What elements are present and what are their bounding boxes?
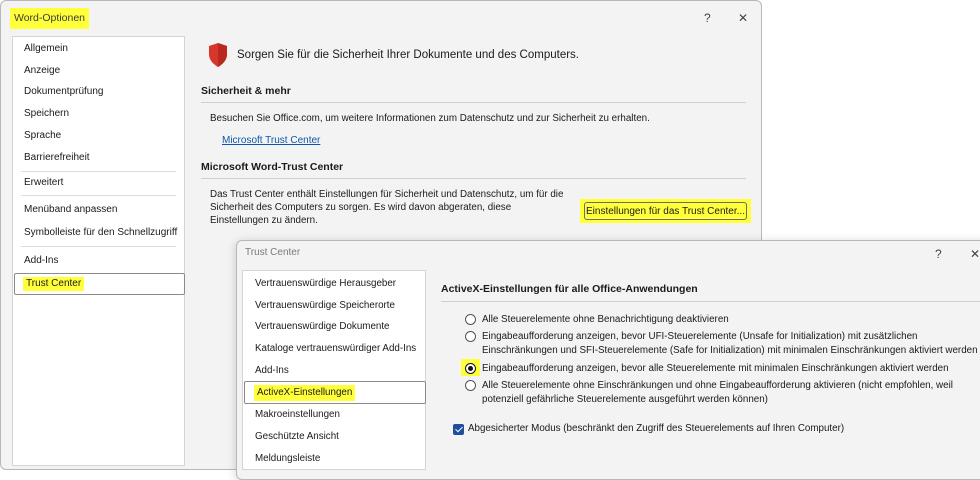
sidebar-item-label: Dokumentprüfung — [24, 86, 104, 97]
sidebar-item-label: Vertrauenswürdige Speicherorte — [255, 300, 395, 311]
radio-label-line: Eingabeaufforderung anzeigen, bevor UFI-Steuerelemente (Unsafe for Initialization) mit zusätzlichen — [482, 331, 918, 342]
sidebar-item-label: Menüband anpassen — [24, 204, 118, 215]
tc-sidebar-item-speicherorte[interactable] — [243, 296, 425, 316]
trust-center-settings-button[interactable]: Einstellungen für das Trust Center... — [584, 202, 747, 220]
microsoft-trust-center-link[interactable]: Microsoft Trust Center — [222, 135, 321, 146]
sidebar-item-label: Meldungsleiste — [255, 453, 321, 464]
sidebar-item-menueband[interactable] — [13, 200, 184, 220]
tc-sidebar-item-activex[interactable] — [244, 381, 426, 404]
sidebar-item-label: Geschützte Ansicht — [255, 431, 339, 442]
sidebar-item-schnellzugriff[interactable] — [13, 223, 184, 243]
page-heading: Sorgen Sie für die Sicherheit Ihrer Dokumente und des Computers. — [237, 49, 579, 61]
tc-sidebar-item-kataloge[interactable] — [243, 339, 425, 359]
sidebar-item-label: Barrierefreiheit — [24, 152, 90, 163]
security-description: Besuchen Sie Office.com, um weitere Informationen zum Datenschutz und zur Sicherheit zu erhalten. — [210, 113, 650, 124]
tc-sidebar-item-meldungsleiste[interactable] — [243, 449, 425, 469]
sidebar-item-label: Vertrauenswürdige Herausgeber — [255, 278, 397, 289]
trust-center-window — [236, 240, 980, 480]
radio-button[interactable] — [465, 314, 476, 325]
word-options-title: Word-Optionen — [10, 8, 89, 29]
sidebar-item-label: Anzeige — [24, 65, 61, 76]
tc-sidebar-item-makro[interactable] — [243, 405, 425, 425]
radio-button-selected[interactable] — [465, 363, 476, 374]
sidebar-item-label: Sprache — [24, 130, 62, 141]
sidebar-item-speichern[interactable] — [13, 104, 184, 124]
radio-label — [482, 330, 978, 357]
shield-icon — [207, 42, 229, 68]
sidebar-item-addins[interactable] — [13, 251, 184, 271]
trust-center-description: Das Trust Center enthält Einstellungen für Sicherheit und Datenschutz, um für die Sicherheit des Computers zu sorgen. Es wird davon abgeraten, diese Einstellungen zu ändern. — [210, 189, 564, 226]
sidebar-divider — [21, 171, 176, 172]
activex-settings-panel — [437, 270, 980, 470]
sidebar-item-label: ActiveX-Einstellungen — [254, 385, 355, 401]
sidebar-item-allgemein[interactable] — [13, 39, 184, 59]
sidebar-item-barrierefreiheit[interactable] — [13, 148, 184, 168]
sidebar-item-label: Add-Ins — [255, 365, 289, 376]
sidebar-divider — [21, 246, 176, 247]
tc-sidebar-item-geschuetzte-ansicht[interactable] — [243, 427, 425, 447]
section-title-security: Sicherheit & mehr — [201, 85, 291, 97]
sidebar-item-sprache[interactable] — [13, 126, 184, 146]
sidebar-item-label: Speichern — [24, 108, 70, 119]
radio-button[interactable] — [465, 380, 476, 391]
sidebar-item-label: Vertrauenswürdige Dokumente — [255, 321, 390, 332]
sidebar-item-label: Trust Center — [23, 277, 84, 291]
radio-label-line: potenziell gefährliche Steuerelemente ausgeführt werden können) — [482, 393, 768, 405]
sidebar-item-label: Erweitert — [24, 177, 64, 188]
help-icon[interactable]: ? — [704, 11, 711, 25]
radio-label-line: Einschränkungen und SFI-Steuerelemente (Safe for Initialization) mit minimalen Einschränkungen aktiviert werden — [482, 344, 978, 356]
trust-center-title: Trust Center — [245, 247, 301, 258]
sidebar-divider — [21, 195, 176, 196]
sidebar-item-erweitert[interactable] — [13, 173, 184, 193]
section-divider — [441, 301, 980, 302]
trust-center-button-highlight — [580, 199, 751, 223]
radio-button[interactable] — [465, 331, 476, 342]
section-divider — [201, 102, 746, 103]
safe-mode-checkbox[interactable] — [453, 424, 464, 435]
radio-label-line: Alle Steuerelemente ohne Einschränkungen und ohne Eingabeaufforderung aktivieren (nicht empfohlen, weil — [482, 380, 953, 391]
section-divider — [201, 178, 746, 179]
word-options-sidebar — [12, 36, 185, 466]
radio-label — [482, 313, 729, 327]
sidebar-item-label: Add-Ins — [24, 255, 59, 266]
radio-label — [482, 379, 953, 406]
tc-sidebar-item-dokumente[interactable] — [243, 317, 425, 337]
close-icon[interactable]: ✕ — [738, 11, 749, 25]
sidebar-item-label: Makroeinstellungen — [255, 409, 340, 420]
sidebar-item-label: Kataloge vertrauenswürdiger Add-Ins — [255, 343, 417, 354]
sidebar-item-anzeige[interactable] — [13, 61, 184, 81]
tc-sidebar-item-addins[interactable] — [243, 361, 425, 381]
trust-center-sidebar — [242, 270, 426, 470]
sidebar-item-label: Symbolleiste für den Schnellzugriff — [24, 227, 178, 238]
safe-mode-label: Abgesicherter Modus (beschränkt den Zugriff des Steuerelements auf Ihren Computer) — [468, 423, 845, 434]
activex-heading: ActiveX-Einstellungen für alle Office-Anwendungen — [441, 283, 698, 295]
section-title-trust-center: Microsoft Word-Trust Center — [201, 161, 344, 173]
help-icon[interactable]: ? — [935, 247, 942, 261]
sidebar-item-label: Allgemein — [24, 43, 68, 54]
tc-sidebar-item-herausgeber[interactable] — [243, 274, 425, 294]
radio-label-line: Eingabeaufforderung anzeigen, bevor alle Steuerelemente mit minimalen Einschränkungen aktiviert werden — [482, 363, 949, 374]
radio-label — [482, 362, 949, 376]
radio-label-line: Alle Steuerelemente ohne Benachrichtigung deaktivieren — [482, 314, 729, 325]
sidebar-item-dokumentpruefung[interactable] — [13, 82, 184, 102]
close-icon[interactable]: ✕ — [970, 247, 980, 261]
sidebar-item-trust-center[interactable] — [14, 273, 185, 295]
